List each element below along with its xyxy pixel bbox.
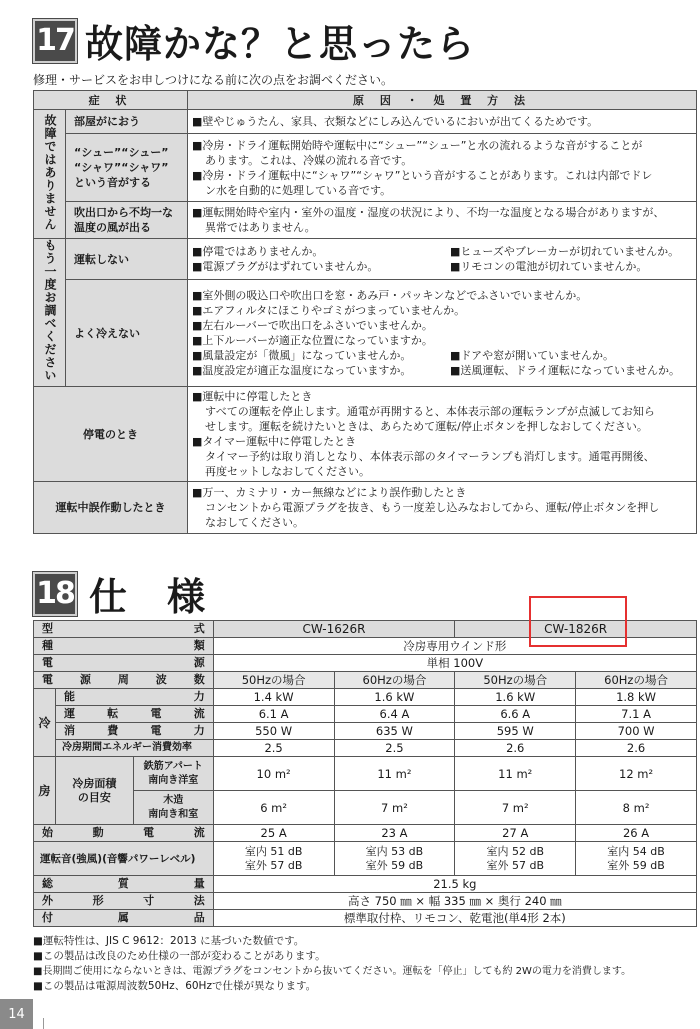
- noise-cell: 室内 54 dB 室外 59 dB: [576, 842, 697, 876]
- header-cause: 原 因 ・ 処 置 方 法: [188, 91, 697, 110]
- label-capacity: 能力: [55, 689, 213, 706]
- freq-cell: 50Hzの場合: [213, 672, 334, 689]
- cause-poor-cooling: ■室外側の吸込口や吹出口を窓・あみ戸・パッキンなどでふさいでいませんか。 ■エアフィルタにほこりやゴミがつまっていませんか。 ■左右ルーバーで吹出口をふさいでいませんか。 ■上下ルーバーが適正な位置になっていますか。 ■風量設定が「微風」になっていませんか。 ■ドアや窓が開いていませんか。 ■温度設定が適正な温度になっていますか。 ■送風運転、ドライ運転になっていませんか。: [188, 280, 697, 387]
- dimensions-value: 高さ 750 ㎜ × 幅 335 ㎜ × 奥行 240 ㎜: [213, 893, 696, 910]
- label-model: 型式: [34, 621, 214, 638]
- area-rc-cell: 11 m²: [334, 757, 455, 791]
- start-current-cell: 27 A: [455, 825, 576, 842]
- page-number: 14: [0, 999, 33, 1029]
- capacity-cell: 1.6 kW: [334, 689, 455, 706]
- label-frequency: 電源周波数: [34, 672, 214, 689]
- capacity-cell: 1.6 kW: [455, 689, 576, 706]
- model-1826: CW-1826R: [455, 621, 697, 638]
- current-cell: 6.6 A: [455, 706, 576, 723]
- symptom-uneven-temp: 吹出口から不均一な 温度の風が出る: [66, 202, 188, 239]
- capacity-cell: 1.8 kW: [576, 689, 697, 706]
- label-cool-side: 冷: [34, 689, 56, 757]
- symptom-malfunction: 運転中誤作動したとき: [34, 482, 188, 534]
- group-check-again: もう一度お調べください: [34, 239, 66, 387]
- section-number-17: 17: [33, 19, 77, 63]
- cause-no-run: ■停電ではありませんか。 ■ヒューズやブレーカーが切れていませんか。 ■電源プラグがはずれていませんか。 ■リモコンの電池が切れていませんか。: [188, 239, 697, 280]
- symptom-no-run: 運転しない: [66, 239, 188, 280]
- section-number-18: 18: [33, 572, 77, 616]
- section-17-header: [33, 13, 475, 68]
- group-not-malfunction: 故障ではありません: [34, 110, 66, 239]
- apf-cell: 2.6: [576, 740, 697, 757]
- current-cell: 7.1 A: [576, 706, 697, 723]
- current-cell: 6.1 A: [213, 706, 334, 723]
- cause-sound: ■冷房・ドライ運転開始時や運転中に“シュー”“シュー”と水の流れるような音がすることが あります。これは、冷媒の流れる音です。 ■冷房・ドライ運転中に“シャワ”“シャワ”という音がすることがあります。これは内部でドレ ン水を自動的に処理している音です。: [188, 134, 697, 202]
- cause-smell: ■壁やじゅうたん、家具、衣類などにしみ込んでいるにおいが出てくるためです。: [188, 110, 697, 134]
- consumption-cell: 550 W: [213, 723, 334, 740]
- label-weight: 総質量: [34, 876, 214, 893]
- spec-notes: [33, 934, 631, 994]
- area-wood-cell: 6 m²: [213, 791, 334, 825]
- noise-cell: 室内 53 dB 室外 59 dB: [334, 842, 455, 876]
- cause-malfunction: ■万一、カミナリ・カー無線などにより誤作動したとき コンセントから電源プラグを抜き、もう一度差し込みなおしてから、運転/停止ボタンを押し なおしてください。: [188, 482, 697, 534]
- label-type: 種類: [34, 638, 214, 655]
- label-dimensions: 外形寸法: [34, 893, 214, 910]
- freq-cell: 60Hzの場合: [576, 672, 697, 689]
- note-item: ■この製品は改良のため仕様の一部が変わることがあります。: [33, 950, 326, 962]
- label-apf: 冷房期間エネルギー消費効率: [55, 740, 213, 757]
- label-area: 冷房面積 の目安: [55, 757, 133, 825]
- freq-cell: 50Hzの場合: [455, 672, 576, 689]
- capacity-cell: 1.4 kW: [213, 689, 334, 706]
- symptom-smell: 部屋がにおう: [66, 110, 188, 134]
- area-wood-cell: 7 m²: [455, 791, 576, 825]
- weight-value: 21.5 kg: [213, 876, 696, 893]
- section-17-title: 故障かな？と思ったら: [85, 22, 476, 66]
- freq-cell: 60Hzの場合: [334, 672, 455, 689]
- noise-cell: 室内 51 dB 室外 57 dB: [213, 842, 334, 876]
- label-consumption: 消費電力: [55, 723, 213, 740]
- symptom-sound: “シュー”“シュー” “シャワ”“シャワ” という音がする: [66, 134, 188, 202]
- section-17-intro: 修理・サービスをお申しつけになる前に次の点をお調べください。: [33, 73, 394, 87]
- label-current: 運転電流: [55, 706, 213, 723]
- start-current-cell: 25 A: [213, 825, 334, 842]
- start-current-cell: 26 A: [576, 825, 697, 842]
- symptom-poor-cooling: よく冷えない: [66, 280, 188, 387]
- label-room-side: 房: [34, 757, 56, 825]
- label-accessories: 付属品: [34, 910, 214, 927]
- section-18-title: 仕様: [89, 575, 246, 619]
- troubleshooting-table: [33, 90, 697, 534]
- model-1626: CW-1626R: [213, 621, 455, 638]
- page-divider: [43, 1018, 44, 1029]
- header-symptom: 症 状: [34, 91, 188, 110]
- note-item: ■運転特性は、JIS C 9612：2013 に基づいた数値です。: [33, 935, 305, 947]
- consumption-cell: 595 W: [455, 723, 576, 740]
- spec-table: [33, 620, 697, 927]
- cause-uneven-temp: ■運転開始時や室内・室外の温度・湿度の状況により、不均一な温度となる場合がありますが、 異常ではありません。: [188, 202, 697, 239]
- power-value: 単相 100V: [213, 655, 696, 672]
- apf-cell: 2.5: [334, 740, 455, 757]
- section-18-header: [33, 566, 245, 621]
- label-noise: 運転音(強風)(音響パワーレベル): [34, 842, 214, 876]
- noise-cell: 室内 52 dB 室外 57 dB: [455, 842, 576, 876]
- apf-cell: 2.5: [213, 740, 334, 757]
- label-rc-room: 鉄筋アパート 南向き洋室: [133, 757, 213, 791]
- area-rc-cell: 10 m²: [213, 757, 334, 791]
- label-wood-room: 木造 南向き和室: [133, 791, 213, 825]
- area-wood-cell: 8 m²: [576, 791, 697, 825]
- area-rc-cell: 11 m²: [455, 757, 576, 791]
- label-start-current: 始動電流: [34, 825, 214, 842]
- symptom-power-outage: 停電のとき: [34, 387, 188, 482]
- accessories-value: 標準取付枠、リモコン、乾電池(単4形 2本): [213, 910, 696, 927]
- type-value: 冷房専用ウインド形: [213, 638, 696, 655]
- label-power: 電源: [34, 655, 214, 672]
- current-cell: 6.4 A: [334, 706, 455, 723]
- note-item: ■この製品は電源周波数50Hz、60Hzで仕様が異なります。: [33, 980, 317, 992]
- consumption-cell: 635 W: [334, 723, 455, 740]
- cause-power-outage: ■運転中に停電したとき すべての運転を停止します。通電が再開すると、本体表示部の運転ランプが点滅してお知ら せします。運転を続けたいときは、あらためて運転/停止ボタンを押しなおしてください。 ■タイマー運転中に停電したとき タイマー予約は取り消しとなり、本体表示部のタイマーランプも消灯します。通電再開後、 再度セットしなおしてください。: [188, 387, 697, 482]
- note-item: ■長期間ご使用にならないときは、電源プラグをコンセントから抜いてください。運転を「停止」しても約 2Wの電力を消費します。: [33, 966, 632, 977]
- area-wood-cell: 7 m²: [334, 791, 455, 825]
- area-rc-cell: 12 m²: [576, 757, 697, 791]
- start-current-cell: 23 A: [334, 825, 455, 842]
- consumption-cell: 700 W: [576, 723, 697, 740]
- apf-cell: 2.6: [455, 740, 576, 757]
